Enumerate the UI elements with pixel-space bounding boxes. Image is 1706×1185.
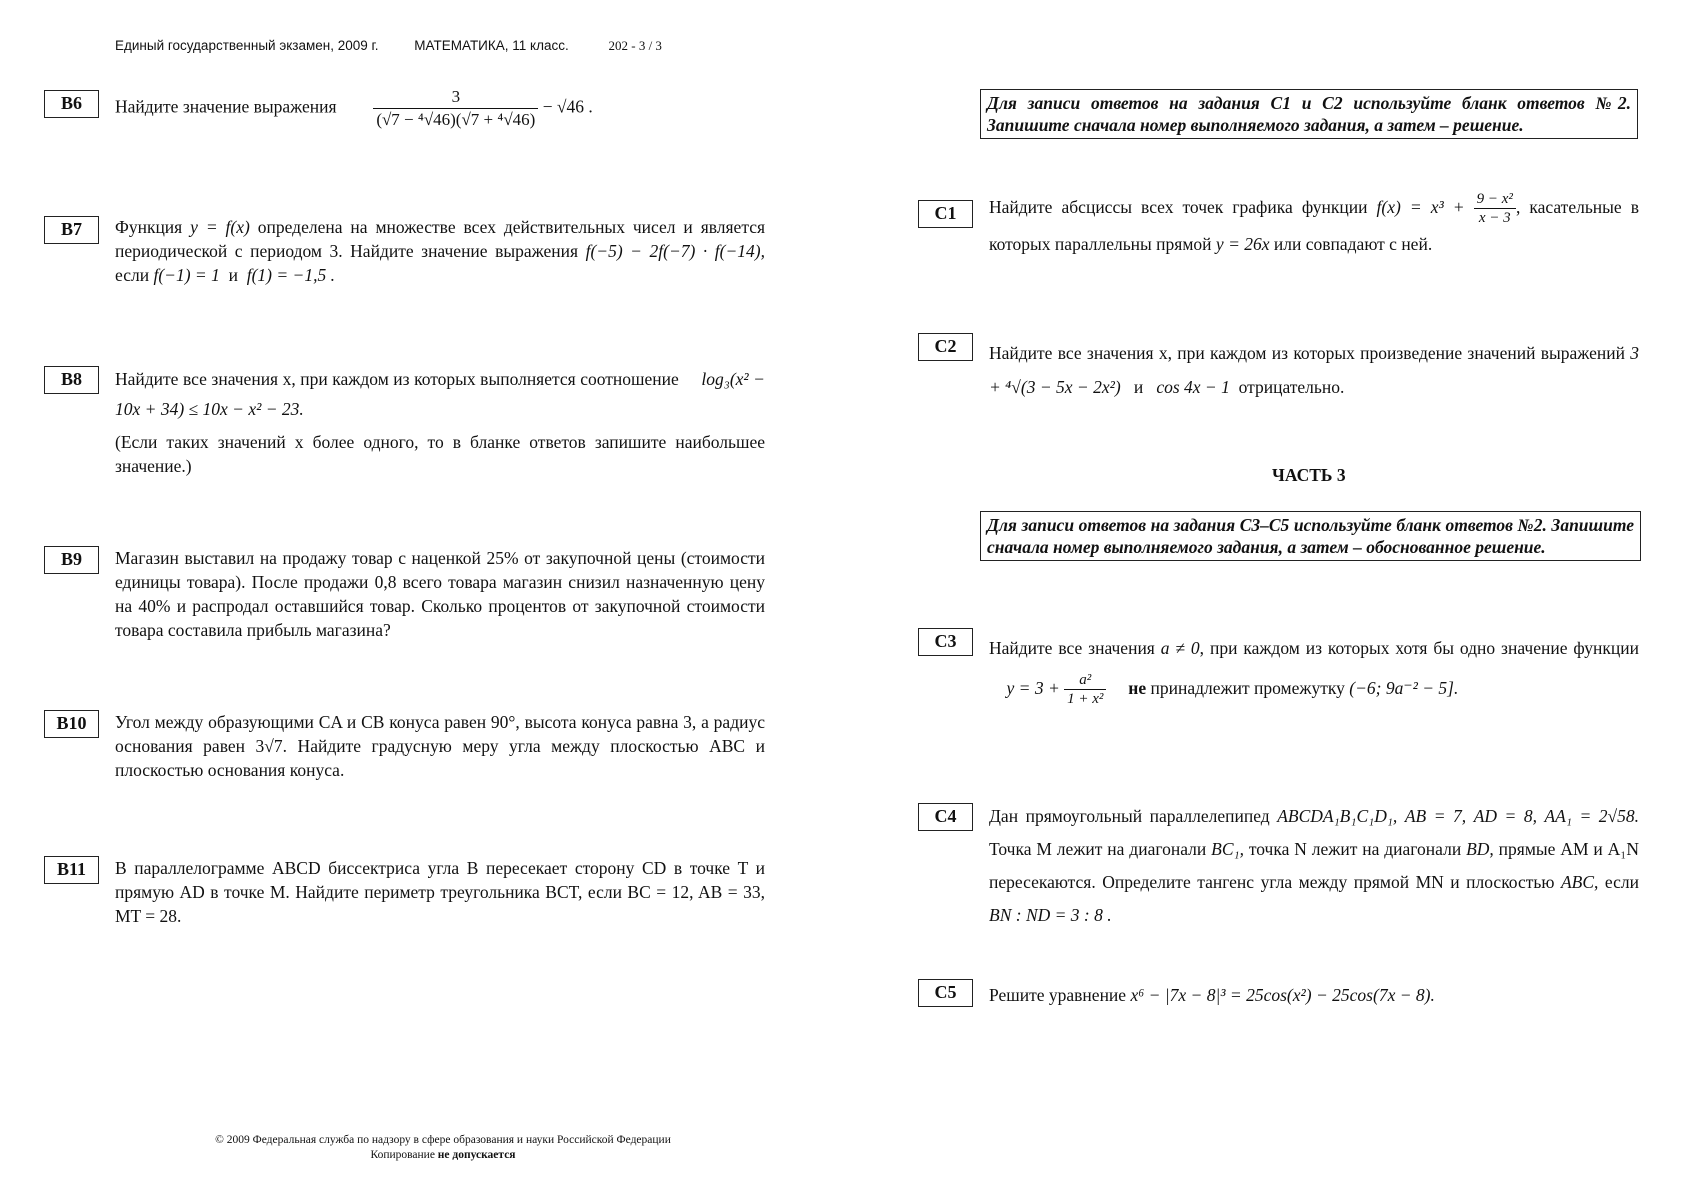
c3-text-3: принадлежит промежутку [1150,678,1345,698]
c3-numerator: a² [1064,671,1106,690]
c4-abc: ABC [1560,872,1595,892]
c4-ab: AB = 7, [1404,806,1467,826]
task-label-b11: B11 [44,856,99,884]
b11-text: В параллелограмме ABCD биссектриса угла B пересекает сторону CD в точке T и прямую AD в точке M. Найдите периметр треугольника BCT, если BC = 12, AB = 33, MT = 28. [115,858,765,926]
task-c1: Найдите абсциссы всех точек графика функции f(x) = x³ + $\frac{\text{9 − x²}}{x - 3}$ , касательные в которых параллельны прямой y = 26x или совпадают с ней. [989,191,1640,255]
c1-fraction [1474,190,1516,227]
task-label-b10: B10 [44,710,99,738]
c1-function: f(x) = x³ + [1376,197,1465,217]
task-label-c3: C3 [918,628,973,656]
c1-text-1: Найдите абсциссы всех точек графика функции [989,197,1368,217]
c1-line: y = 26x [1215,234,1270,255]
c4-bc1: BC₁, [1211,839,1244,859]
task-b8 [115,364,765,478]
c1-text-3: или совпадают с ней. [1273,234,1433,255]
c4-ad: AD = 8, [1473,806,1537,826]
task-label-b6: B6 [44,90,99,118]
c1-denominator: x − 3 [1478,210,1511,227]
c4-text-1: Дан прямоугольный параллелепипед [989,806,1270,826]
footer-copy-prohibited: не допускается [437,1149,516,1161]
task-b10 [115,710,765,782]
task-c3 [989,628,1639,708]
instruction-box-c1-c2 [980,89,1638,139]
c3-denominator: 1 + x² [1067,691,1104,708]
c4-text-2: Точка M лежит на диагонали [989,839,1207,859]
c4-bd: BD, [1466,839,1494,859]
c4-figure: ABCDA₁B₁C₁D₁, [1277,806,1398,826]
b7-condition-1: f(−1) = 1 [153,265,220,285]
b8-relation: log₃(x² − 10x + 34) ≤ 10x − x² − 23. [115,369,765,419]
part-3-heading: ЧАСТЬ 3 [1272,465,1346,485]
page-header [115,38,662,54]
task-b7 [115,215,765,287]
b8-text-2: (Если таких значений x более одного, то в бланке ответов запишите наибольшее значение.) [115,432,765,476]
b7-and: и [228,265,238,285]
task-c5 [989,983,1639,1007]
c4-text-3: точка N лежит на диагонали [1248,839,1462,859]
b6-fraction [373,86,538,131]
instruction-box-c1-c2-text: Для записи ответов на задания C1 и C2 используйте бланк ответов №2. Запишите сначала номер выполняемого задания, а затем – решение. [987,93,1631,135]
b8-text-1: Найдите все значения x, при каждом из которых выполняется соотношение [115,369,679,389]
c5-equation: x⁶ − |7x − 8|³ = 25cos(x²) − 25cos(7x − 8). [1130,985,1435,1005]
task-label-c5: C5 [918,979,973,1007]
c4-ratio: BN : ND = 3 : 8 . [989,905,1112,925]
c3-function: y = 3 + [1006,678,1060,698]
task-label-c2: C2 [918,333,973,361]
b7-expression: f(−5) − 2f(−7) · f(−14), [585,241,765,261]
task-c2 [989,336,1639,404]
instruction-box-c3-c5 [980,511,1641,561]
task-label-c4: C4 [918,803,973,831]
subject-title: МАТЕМАТИКА, 11 класс. [414,38,569,53]
task-label-b8: B8 [44,366,99,394]
c2-expression-1: 3 + ⁴√(3 − 5x − 2x²) [989,343,1639,397]
c1-text-2: касательные в которых параллельны прямой [989,197,1640,255]
task-label-b7: B7 [44,216,99,244]
b7-text-1: Функция [115,217,183,237]
c3-text-1: Найдите все значения [989,638,1155,658]
page-footer [178,1133,708,1163]
c3-not: не [1128,678,1147,698]
footer-copyright: © 2009 Федеральная служба по надзору в сфере образования и науки Российской Федерации [215,1134,671,1146]
c3-fraction [1064,671,1106,708]
c5-text: Решите уравнение [989,985,1127,1005]
footer-copy-notice [178,1148,708,1163]
page-number: 202 - 3 / 3 [608,38,662,53]
b7-function: y = f(x) [190,217,250,237]
task-b11 [115,856,765,928]
c4-text-5: , если [1594,872,1639,892]
b10-text: Угол между образующими CA и CB конуса равен 90°, высота конуса равна 3, а радиус основания равен 3√7. Найдите градусную меру угла между плоскостью ABC и плоскостью основания конуса. [115,712,765,780]
task-label-c1: C1 [918,200,973,228]
instruction-box-c3-c5-text: Для записи ответов на задания C3–C5 используйте бланк ответов №2. Запишите сначала номер выполняемого задания, а затем – обоснованное решение. [987,515,1634,557]
b6-text: Найдите значение выражения [115,96,337,117]
task-b6 [115,86,775,131]
c2-expression-2: cos 4x − 1 [1156,377,1230,397]
c3-text-2: , при каждом из которых хотя бы одно значение функции [1199,638,1639,658]
c3-interval: (−6; 9a⁻² − 5]. [1349,678,1459,698]
c3-condition: a ≠ 0 [1160,638,1200,658]
b7-condition-2: f(1) = −1,5 . [246,265,335,285]
b6-numerator: 3 [373,86,538,109]
c4-text-4: прямые AM и A₁N пересекаются. Определите тангенс угла между прямой MN и плоскостью [989,839,1640,892]
task-b9 [115,546,765,642]
b7-if: если [115,265,150,285]
c4-aa1: AA₁ = 2√58. [1544,806,1640,826]
exam-title: Единый государственный экзамен, 2009 г. [115,38,379,53]
b9-text: Магазин выставил на продажу товар с наценкой 25% от закупочной цены (стоимости единицы товара). После продажи 0,8 всего товара магазин снизил назначенную цену на 40% и распродал оставшийся товар. Сколько процентов от закупочной стоимости товара составила прибыль магазина? [115,548,765,640]
c2-text-2: отрицательно. [1238,377,1345,397]
b6-denominator: (√7 − ⁴√46)(√7 + ⁴√46) [376,110,536,129]
c2-and: и [1133,377,1144,397]
c1-numerator: 9 − x² [1474,190,1516,209]
b6-tail: − √46 . [542,96,593,117]
c2-text-1: Найдите все значения x, при каждом из которых произведение значений выражений [989,343,1625,363]
task-c4 [989,800,1639,932]
task-label-b9: B9 [44,546,99,574]
footer-copy-text: Копирование [370,1149,435,1161]
b7-text-2: определена на множестве всех действительных чисел и является периодической с периодом 3. Найдите значение выражения [115,217,766,261]
